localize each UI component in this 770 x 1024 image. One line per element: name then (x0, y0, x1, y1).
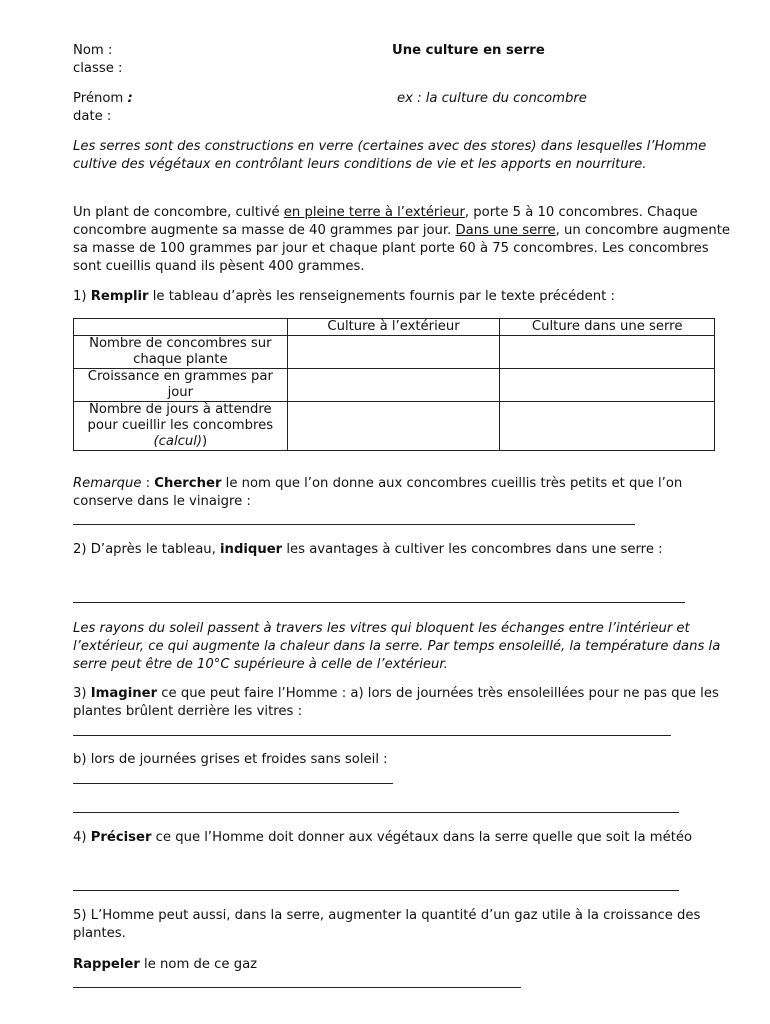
row-label: Nombre de concombres sur chaque plante (74, 336, 288, 369)
row-label: Nombre de jours à attendre pour cueillir les concombres (calcul)) (74, 402, 288, 451)
question-3 (73, 685, 733, 721)
q4-num: 4) (73, 830, 91, 845)
para1-c: , porte 5 à 10 concombres. Chaque concombre augmente sa masse de 40 grammes par jour. (73, 205, 698, 238)
answer-cell[interactable] (287, 336, 500, 369)
rappel-verb: Rappeler (73, 957, 140, 972)
table-row (74, 369, 715, 402)
prenom-label (73, 90, 133, 108)
q4-verb: Préciser (90, 830, 152, 845)
remarque-sep: : (141, 476, 155, 491)
q1-verb: Remplir (90, 289, 149, 304)
remarque-lead: Remarque (73, 476, 142, 491)
classe-label: classe : (73, 61, 123, 76)
para1-a: Un plant de concombre, cultivé (73, 205, 284, 220)
answer-cell[interactable] (287, 369, 500, 402)
cucumber-paragraph (73, 204, 733, 276)
answer-line-q4[interactable] (73, 890, 679, 891)
page-subtitle: ex : la culture du concombre (397, 91, 587, 106)
rappel-text: le nom de ce gaz (139, 957, 258, 972)
q2-verb: indiquer (220, 542, 283, 557)
nom-label: Nom : (73, 43, 113, 58)
answer-cell[interactable] (500, 402, 715, 451)
row-label-text: Nombre de jours à attendre pour cueillir les concombres (87, 402, 274, 433)
rappel-question (73, 956, 257, 974)
q3-num: 3) (73, 686, 91, 701)
q3-verb: Imaginer (90, 686, 158, 701)
question-4 (73, 829, 733, 847)
answer-line-q3b-2[interactable] (73, 812, 679, 813)
question-1 (73, 288, 615, 306)
table-row (74, 336, 715, 369)
answer-line-gaz[interactable] (73, 987, 521, 988)
prenom-colon: : (127, 91, 133, 106)
q1-text: le tableau d’après les renseignements fournis par le texte précédent : (148, 289, 615, 304)
answer-line-remarque[interactable] (73, 524, 635, 525)
q1-num: 1) (73, 289, 91, 304)
remarque-text: le nom que l’on donne aux concombres cueillis très petits et que l’on conserve dans le vinaigre : (73, 476, 683, 509)
q2-text: les avantages à cultiver les concombres dans une serre : (282, 542, 663, 557)
sunlight-paragraph: Les rayons du soleil passent à travers les vitres qui bloquent les échanges entre l’intérieur et l’extérieur, ce qui augmente la chaleur dans la serre. Par temps ensoleillé, la température dans la serre peut être de 10°C supérieure à celle de l’extérieur. (73, 621, 721, 672)
table-header-row (74, 319, 715, 336)
para1-e: , un concombre augmente sa masse de 100 grammes par jour et chaque plant porte 60 à 75 concombres. Les concombres sont cueillis quand ils pèsent 400 grammes. (73, 223, 730, 274)
para1-outdoor: en pleine terre à l’extérieur (283, 205, 465, 220)
page-title: Une culture en serre (392, 43, 545, 58)
intro-paragraph: Les serres sont des constructions en verre (certaines avec des stores) dans lesquelles l’Homme cultive des végétaux en contrôlant leurs conditions de vie et les apports en nourriture. (73, 139, 707, 172)
prenom-text: Prénom (73, 91, 124, 106)
q4-text: ce que l’Homme doit donner aux végétaux dans la serre quelle que soit la météo (151, 830, 693, 845)
date-label: date : (73, 109, 112, 124)
answer-line-q3b-1[interactable] (73, 783, 393, 784)
answer-line-q2[interactable] (73, 602, 685, 603)
answer-cell[interactable] (500, 369, 715, 402)
remarque-verb: Chercher (154, 476, 222, 491)
question-3b: b) lors de journées grises et froides sans soleil : (73, 752, 388, 767)
remarque-paragraph (73, 475, 733, 511)
answer-line-q3a[interactable] (73, 735, 671, 736)
question-2 (73, 541, 733, 559)
answer-cell[interactable] (500, 336, 715, 369)
row-label-calc: (calcul) (153, 434, 203, 449)
answer-cell[interactable] (287, 402, 500, 451)
question-5: 5) L’Homme peut aussi, dans la serre, augmenter la quantité d’un gaz utile à la croissance des plantes. (73, 908, 701, 941)
para1-greenhouse: Dans une serre (455, 223, 556, 238)
q2-num: 2) D’après le tableau, (73, 542, 221, 557)
row-label: Croissance en grammes par jour (74, 369, 288, 402)
table-header-cell: Culture à l’extérieur (287, 319, 500, 336)
table-header-cell (74, 319, 288, 336)
data-table (73, 318, 715, 451)
table-header-cell: Culture dans une serre (500, 319, 715, 336)
table-row (74, 402, 715, 451)
q3-text: ce que peut faire l’Homme : a) lors de journées très ensoleillées pour ne pas que les plantes brûlent derrière les vitres : (73, 686, 719, 719)
